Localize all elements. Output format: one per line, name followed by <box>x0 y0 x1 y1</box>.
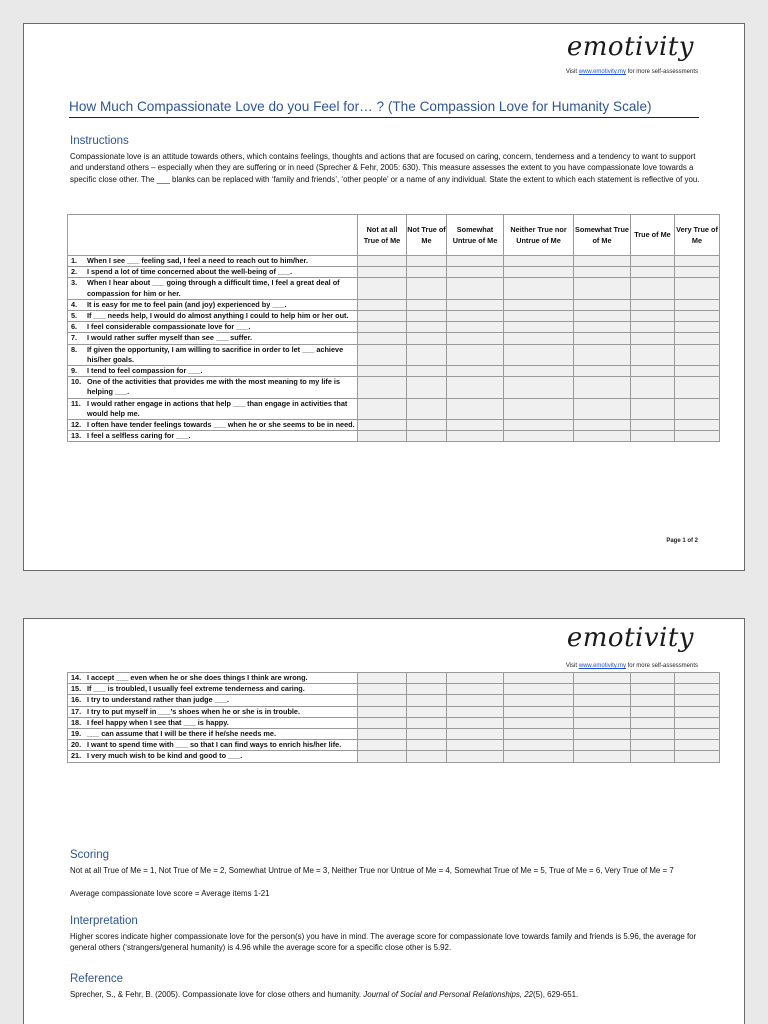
statement-cell <box>68 311 358 322</box>
emotivity-link[interactable]: www.emotivity.my <box>578 663 626 669</box>
statement-text: If ___ is troubled, I usually feel extreme tenderness and caring. <box>87 684 305 694</box>
rating-cell[interactable] <box>358 344 407 365</box>
rating-cell[interactable] <box>631 267 675 278</box>
statement-number: 11. <box>71 398 81 408</box>
statement-number: 1. <box>71 256 78 265</box>
rating-cell[interactable] <box>675 740 720 751</box>
statement-text: One of the activities that provides me with the most meaning to my life is helping ___. <box>87 377 341 397</box>
rating-cell[interactable] <box>574 420 631 431</box>
rating-cell[interactable] <box>447 751 504 762</box>
rating-cell[interactable] <box>407 333 447 344</box>
statement-text: I accept ___ even when he or she does things I think are wrong. <box>87 673 308 682</box>
rating-cell[interactable] <box>407 431 447 442</box>
statement-text: It is easy for me to feel pain (and joy) experienced by ___. <box>87 299 287 309</box>
statement-number: 19. <box>71 729 82 739</box>
header-cell: Not True of Me <box>407 215 447 256</box>
rating-cell[interactable] <box>504 431 574 442</box>
scoring-average: Average compassionate love score = Average items 1-21 <box>70 889 270 898</box>
rating-cell[interactable] <box>675 256 720 267</box>
rating-cell[interactable] <box>358 717 407 728</box>
rating-cell[interactable] <box>631 344 675 365</box>
rating-cell[interactable] <box>358 256 407 267</box>
rating-cell[interactable] <box>675 333 720 344</box>
rating-cell[interactable] <box>504 377 574 398</box>
interpretation-text: Higher scores indicate higher compassionate love for the person(s) you have in mind. The average score for compassionate love towards family and friends is 5.96, the average for general others (‘strangers/general humanity) is 4.96 while the average score for a specific close other is 5.92. <box>70 932 697 953</box>
rating-cell[interactable] <box>631 695 675 706</box>
statement-cell <box>68 256 358 267</box>
rating-cell[interactable] <box>358 695 407 706</box>
page-number: Page 1 of 2 <box>666 538 698 544</box>
rating-cell[interactable] <box>407 751 447 762</box>
header-cell: Very True of Me <box>675 215 720 256</box>
rating-cell[interactable] <box>447 420 504 431</box>
rating-cell[interactable] <box>574 684 631 695</box>
statement-number: 7. <box>71 333 78 343</box>
statement-number: 4. <box>71 299 78 309</box>
rating-cell[interactable] <box>358 673 407 684</box>
rating-cell[interactable] <box>358 729 407 740</box>
table-row <box>68 377 720 398</box>
rating-cell[interactable] <box>574 431 631 442</box>
table-row <box>68 344 720 365</box>
table-row <box>68 706 720 717</box>
header-cell: True of Me <box>631 215 675 256</box>
instructions-text: Compassionate love is an attitude towards others, which contains feelings, thoughts and actions that are focused on caring, concern, tenderness and a tendency to want to support and understand others – especially when they are suffering or in need (Sprecher & Fehr, 2005: 630). This measure assesses the extent to you have compassionate love towards a specific close other. The ___ blanks can be replaced with ‘family and friends’, ‘other people’ or a name of any individual. State the extent to which each statement is reflective of you. <box>70 152 700 184</box>
rating-cell[interactable] <box>447 311 504 322</box>
page-2 <box>23 618 745 1024</box>
rating-cell[interactable] <box>675 344 720 365</box>
statement-text: If given the opportunity, I am willing to sacrifice in order to let ___ achieve his/her goals. <box>87 344 344 364</box>
rating-cell[interactable] <box>407 344 447 365</box>
rating-cell[interactable] <box>675 706 720 717</box>
statement-cell <box>68 398 358 419</box>
statement-cell <box>68 706 358 717</box>
rating-cell[interactable] <box>675 299 720 310</box>
rating-cell[interactable] <box>675 729 720 740</box>
rating-cell[interactable] <box>631 256 675 267</box>
rating-cell[interactable] <box>447 695 504 706</box>
rating-cell[interactable] <box>447 333 504 344</box>
rating-cell[interactable] <box>358 299 407 310</box>
rating-cell[interactable] <box>574 299 631 310</box>
visit-line: Visit www.emotivity.my for more self-assessments <box>565 663 698 669</box>
statement-number: 8. <box>71 344 78 354</box>
rating-cell[interactable] <box>407 278 447 299</box>
statement-number: 10. <box>71 377 82 387</box>
statement-text: When I hear about ___ going through a difficult time, I feel a great deal of compassion for him or her. <box>87 278 340 298</box>
table-row <box>68 311 720 322</box>
rating-cell[interactable] <box>574 706 631 717</box>
rating-cell[interactable] <box>574 673 631 684</box>
table-row <box>68 717 720 728</box>
rating-cell[interactable] <box>631 706 675 717</box>
statement-cell <box>68 322 358 333</box>
header-cell: Not at all True of Me <box>358 215 407 256</box>
visit-line: Visit www.emotivity.my for more self-assessments <box>565 69 698 75</box>
rating-cell[interactable] <box>574 717 631 728</box>
rating-cell[interactable] <box>447 706 504 717</box>
rating-cell[interactable] <box>504 706 574 717</box>
statement-cell <box>68 366 358 377</box>
rating-cell[interactable] <box>675 431 720 442</box>
rating-cell[interactable] <box>447 278 504 299</box>
statement-number: 3. <box>71 278 78 288</box>
statement-text: If ___ needs help, I would do almost anything I could to help him or her out. <box>87 311 349 321</box>
rating-cell[interactable] <box>504 420 574 431</box>
statement-cell <box>68 740 358 751</box>
rating-cell[interactable] <box>631 333 675 344</box>
scoring-text: Not at all True of Me = 1, Not True of Me = 2, Somewhat Untrue of Me = 3, Neither True nor Untrue of Me = 4, Somewhat True of Me = 5, True of Me = 6, Very True of Me = 7 <box>70 866 674 875</box>
rating-cell[interactable] <box>407 740 447 751</box>
rating-cell[interactable] <box>504 299 574 310</box>
statement-text: I want to spend time with ___ so that I can find ways to enrich his/her life. <box>87 740 342 750</box>
rating-cell[interactable] <box>631 751 675 762</box>
rating-cell[interactable] <box>631 299 675 310</box>
rating-cell[interactable] <box>631 311 675 322</box>
statement-text: I would rather engage in actions that help ___ than engage in activities that would help me. <box>87 398 348 418</box>
table-row <box>68 256 720 267</box>
statement-text: I try to understand rather than judge ___. <box>87 695 229 705</box>
rating-cell[interactable] <box>631 684 675 695</box>
statement-text: When I see ___ feeling sad, I feel a need to reach out to him/her. <box>87 256 308 265</box>
rating-cell[interactable] <box>504 278 574 299</box>
rating-cell[interactable] <box>504 267 574 278</box>
rating-cell[interactable] <box>675 673 720 684</box>
rating-cell[interactable] <box>574 311 631 322</box>
statement-text: I feel considerable compassionate love for ___. <box>87 322 251 332</box>
statement-number: 14. <box>71 673 82 682</box>
statement-number: 5. <box>71 311 78 321</box>
statement-cell <box>68 278 358 299</box>
statement-number: 2. <box>71 267 78 277</box>
rating-cell[interactable] <box>447 740 504 751</box>
rating-cell[interactable] <box>407 256 447 267</box>
rating-cell[interactable] <box>631 366 675 377</box>
emotivity-link[interactable]: www.emotivity.my <box>578 69 626 75</box>
rating-cell[interactable] <box>504 333 574 344</box>
rating-cell[interactable] <box>574 333 631 344</box>
statement-cell <box>68 299 358 310</box>
rating-cell[interactable] <box>407 695 447 706</box>
statement-cell <box>68 267 358 278</box>
rating-cell[interactable] <box>574 729 631 740</box>
rating-cell[interactable] <box>574 278 631 299</box>
statement-cell <box>68 333 358 344</box>
rating-cell[interactable] <box>574 267 631 278</box>
table-row <box>68 684 720 695</box>
rating-cell[interactable] <box>447 398 504 419</box>
statement-cell <box>68 684 358 695</box>
rating-cell[interactable] <box>407 420 447 431</box>
statement-number: 13. <box>71 431 82 441</box>
rating-cell[interactable] <box>504 673 574 684</box>
rating-cell[interactable] <box>407 729 447 740</box>
rating-cell[interactable] <box>407 706 447 717</box>
rating-cell[interactable] <box>631 420 675 431</box>
rating-cell[interactable] <box>504 398 574 419</box>
reference-heading: Reference <box>70 973 124 985</box>
rating-cell[interactable] <box>631 377 675 398</box>
rating-cell[interactable] <box>631 717 675 728</box>
rating-cell[interactable] <box>574 344 631 365</box>
document-title: How Much Compassionate Love do you Feel for… ? (The Compassion Love for Humanity Scale) <box>69 99 699 118</box>
rating-cell[interactable] <box>407 366 447 377</box>
rating-cell[interactable] <box>574 398 631 419</box>
header-cell: Somewhat Untrue of Me <box>447 215 504 256</box>
statement-text: ___ can assume that I will be there if he/she needs me. <box>87 729 276 739</box>
statement-number: 15. <box>71 684 82 694</box>
statement-text: I tend to feel compassion for ___. <box>87 366 203 376</box>
table-row <box>68 673 720 684</box>
rating-cell[interactable] <box>447 344 504 365</box>
table-row <box>68 398 720 419</box>
statement-cell <box>68 431 358 442</box>
statement-cell <box>68 729 358 740</box>
rating-cell[interactable] <box>675 267 720 278</box>
rating-cell[interactable] <box>675 311 720 322</box>
scale-table-part-1 <box>67 214 720 442</box>
rating-cell[interactable] <box>504 729 574 740</box>
rating-cell[interactable] <box>358 366 407 377</box>
header-cell: Somewhat True of Me <box>574 215 631 256</box>
table-row <box>68 278 720 299</box>
scale-table-part-2 <box>67 672 720 763</box>
table-row <box>68 366 720 377</box>
table-row <box>68 695 720 706</box>
rating-cell[interactable] <box>447 299 504 310</box>
rating-cell[interactable] <box>504 322 574 333</box>
rating-cell[interactable] <box>447 377 504 398</box>
statement-text: I would rather suffer myself than see ___ suffer. <box>87 333 253 343</box>
rating-cell[interactable] <box>407 322 447 333</box>
rating-cell[interactable] <box>358 322 407 333</box>
rating-cell[interactable] <box>407 377 447 398</box>
rating-cell[interactable] <box>574 695 631 706</box>
statement-number: 6. <box>71 322 78 332</box>
rating-cell[interactable] <box>675 695 720 706</box>
rating-cell[interactable] <box>504 751 574 762</box>
statement-number: 17. <box>71 706 82 716</box>
rating-cell[interactable] <box>574 377 631 398</box>
rating-cell[interactable] <box>358 278 407 299</box>
emotivity-logo: emotivity <box>566 32 694 62</box>
table-row <box>68 751 720 762</box>
statement-text: I often have tender feelings towards ___ when he or she seems to be in need. <box>87 420 355 430</box>
statement-number: 9. <box>71 366 78 376</box>
statement-cell <box>68 673 358 684</box>
table-row <box>68 431 720 442</box>
rating-cell[interactable] <box>504 684 574 695</box>
instructions-heading: Instructions <box>70 135 129 147</box>
rating-cell[interactable] <box>675 717 720 728</box>
rating-cell[interactable] <box>504 256 574 267</box>
rating-cell[interactable] <box>358 333 407 344</box>
table-row <box>68 740 720 751</box>
rating-cell[interactable] <box>675 278 720 299</box>
rating-cell[interactable] <box>504 740 574 751</box>
rating-cell[interactable] <box>358 751 407 762</box>
header-blank-cell <box>68 215 358 256</box>
rating-cell[interactable] <box>675 420 720 431</box>
statement-cell <box>68 344 358 365</box>
statement-text: I try to put myself in ___’s shoes when he or she is in trouble. <box>87 706 301 716</box>
rating-cell[interactable] <box>358 311 407 322</box>
rating-cell[interactable] <box>358 431 407 442</box>
rating-cell[interactable] <box>447 673 504 684</box>
statement-number: 20. <box>71 740 82 750</box>
rating-cell[interactable] <box>447 256 504 267</box>
rating-cell[interactable] <box>675 366 720 377</box>
rating-cell[interactable] <box>675 398 720 419</box>
rating-cell[interactable] <box>358 377 407 398</box>
rating-cell[interactable] <box>631 673 675 684</box>
rating-cell[interactable] <box>407 267 447 278</box>
header-cell: Neither True nor Untrue of Me <box>504 215 574 256</box>
rating-cell[interactable] <box>407 311 447 322</box>
table-row <box>68 333 720 344</box>
rating-cell[interactable] <box>631 740 675 751</box>
rating-cell[interactable] <box>675 684 720 695</box>
table-row <box>68 729 720 740</box>
rating-cell[interactable] <box>358 706 407 717</box>
rating-cell[interactable] <box>447 322 504 333</box>
rating-cell[interactable] <box>407 684 447 695</box>
rating-cell[interactable] <box>407 398 447 419</box>
rating-cell[interactable] <box>447 267 504 278</box>
rating-cell[interactable] <box>574 740 631 751</box>
table-row <box>68 267 720 278</box>
rating-cell[interactable] <box>358 740 407 751</box>
rating-cell[interactable] <box>504 695 574 706</box>
interpretation-heading: Interpretation <box>70 915 138 927</box>
rating-cell[interactable] <box>574 322 631 333</box>
rating-cell[interactable] <box>631 729 675 740</box>
page-1 <box>23 23 745 571</box>
statement-cell <box>68 377 358 398</box>
statement-cell <box>68 695 358 706</box>
rating-cell[interactable] <box>407 673 447 684</box>
rating-cell[interactable] <box>407 717 447 728</box>
rating-cell[interactable] <box>675 377 720 398</box>
rating-cell[interactable] <box>631 431 675 442</box>
rating-cell[interactable] <box>447 366 504 377</box>
statement-number: 18. <box>71 717 82 727</box>
rating-cell[interactable] <box>447 717 504 728</box>
statement-text: I spend a lot of time concerned about the well-being of ___. <box>87 267 293 277</box>
table-row <box>68 299 720 310</box>
rating-cell[interactable] <box>675 751 720 762</box>
rating-cell[interactable] <box>574 366 631 377</box>
rating-cell[interactable] <box>504 366 574 377</box>
rating-cell[interactable] <box>447 729 504 740</box>
rating-cell[interactable] <box>574 256 631 267</box>
rating-cell[interactable] <box>504 311 574 322</box>
rating-cell[interactable] <box>631 278 675 299</box>
statement-text: I feel happy when I see that ___ is happy. <box>87 717 229 727</box>
statement-text: I very much wish to be kind and good to ___. <box>87 751 243 761</box>
statement-cell <box>68 420 358 431</box>
rating-cell[interactable] <box>631 322 675 333</box>
rating-cell[interactable] <box>504 344 574 365</box>
rating-cell[interactable] <box>358 267 407 278</box>
statement-cell <box>68 751 358 762</box>
rating-cell[interactable] <box>447 431 504 442</box>
rating-cell[interactable] <box>358 684 407 695</box>
rating-cell[interactable] <box>407 299 447 310</box>
statement-number: 21. <box>71 751 82 761</box>
table-row <box>68 420 720 431</box>
reference-text: Sprecher, S., & Fehr, B. (2005). Compassionate love for close others and humanity. Journal of Social and Personal Relationships, 22(5), 629-651. <box>70 990 579 999</box>
rating-cell[interactable] <box>504 717 574 728</box>
table-header-row <box>68 215 720 256</box>
rating-cell[interactable] <box>574 751 631 762</box>
statement-text: I feel a selfless caring for ___. <box>87 431 191 441</box>
rating-cell[interactable] <box>358 420 407 431</box>
statement-number: 16. <box>71 695 82 705</box>
rating-cell[interactable] <box>447 684 504 695</box>
statement-cell <box>68 717 358 728</box>
rating-cell[interactable] <box>631 398 675 419</box>
table-row <box>68 322 720 333</box>
rating-cell[interactable] <box>358 398 407 419</box>
statement-number: 12. <box>71 420 82 430</box>
scoring-heading: Scoring <box>70 849 109 861</box>
rating-cell[interactable] <box>675 322 720 333</box>
emotivity-logo: emotivity <box>566 623 694 653</box>
